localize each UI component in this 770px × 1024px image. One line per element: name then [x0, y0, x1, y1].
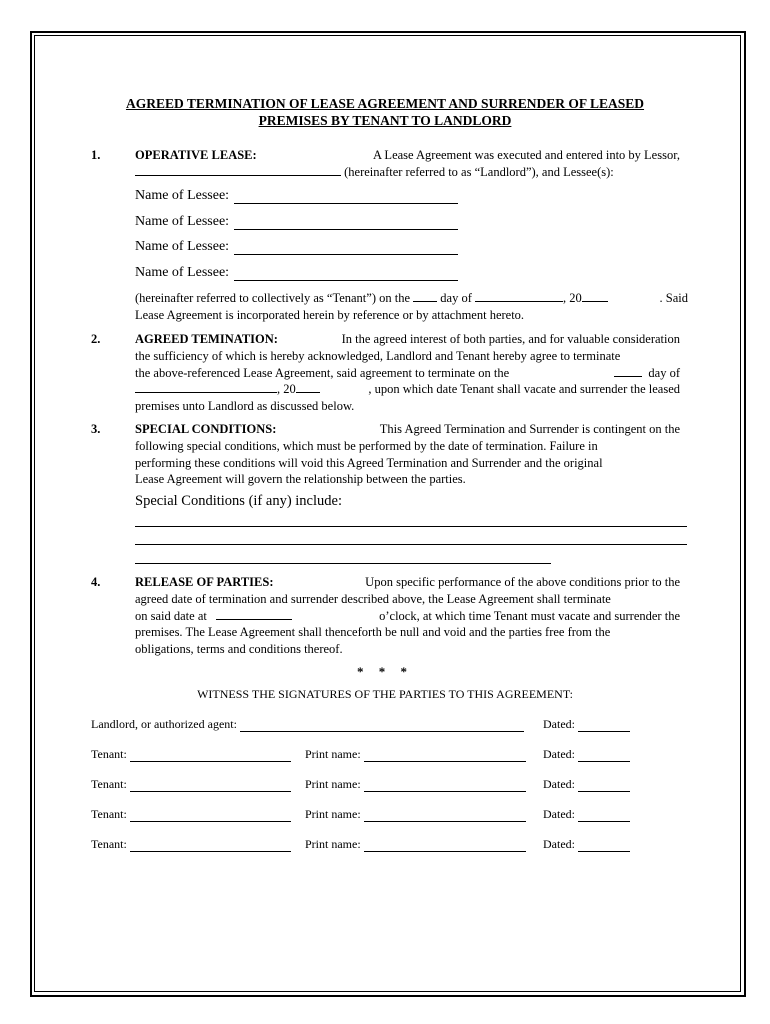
dated-label: Dated: — [543, 717, 575, 731]
section-4-text-e: obligations, terms and conditions thereof. — [135, 642, 343, 657]
tenant-label: Tenant: — [91, 837, 127, 851]
section-3-text-d: Lease Agreement will govern the relationship between the parties. — [135, 472, 466, 487]
section-1-paragraph-2 — [135, 290, 688, 324]
tenant-label: Tenant: — [91, 747, 127, 761]
witness-heading: WITNESS THE SIGNATURES OF THE PARTIES TO THIS AGREEMENT: — [197, 687, 573, 701]
print-name-label: Print name: — [305, 777, 361, 791]
print-name-field-1[interactable] — [364, 749, 526, 762]
tenant-signature-field-2[interactable] — [130, 779, 291, 792]
tenant-date-field-1[interactable] — [578, 749, 630, 762]
lessee-label: Name of Lessee: — [135, 265, 230, 280]
dated-label: Dated: — [543, 747, 575, 761]
section-1-text-d: Lease Agreement is incorporated herein by reference or by attachment hereto. — [135, 307, 525, 322]
lessee-row-2 — [135, 214, 458, 230]
print-name-row-3 — [305, 807, 526, 822]
section-1-text-c2: day of — [440, 291, 472, 305]
landlord-signature-row — [91, 717, 524, 732]
lessee-name-field-2[interactable] — [234, 215, 458, 230]
termination-day-field[interactable] — [614, 365, 642, 377]
special-conditions-label: Special Conditions (if any) include: — [135, 493, 342, 509]
lessee-label: Name of Lessee: — [135, 188, 230, 203]
tenant-signature-row-2 — [91, 777, 291, 792]
landlord-date-field[interactable] — [578, 719, 630, 732]
lease-day-field[interactable] — [413, 290, 437, 302]
print-name-field-2[interactable] — [364, 779, 526, 792]
tenant-signature-row-1 — [91, 747, 291, 762]
tenant-label: Tenant: — [91, 777, 127, 791]
section-1-text-b: (hereinafter referred to as “Landlord”), and Lessee(s): — [344, 164, 614, 179]
tenant-dated-1 — [543, 747, 630, 762]
section-2-number: 2. — [91, 332, 101, 346]
lease-year-field[interactable] — [582, 290, 608, 302]
special-conditions-line-2[interactable] — [135, 544, 687, 545]
section-1-heading: OPERATIVE LEASE: — [135, 148, 257, 162]
tenant-dated-2 — [543, 777, 630, 792]
print-name-row-4 — [305, 837, 526, 852]
section-2-text-d1: , 20 — [277, 382, 296, 397]
section-4-number: 4. — [91, 575, 101, 589]
tenant-signature-field-3[interactable] — [130, 809, 291, 822]
lessee-row-3 — [135, 239, 458, 255]
section-2-text-b: the sufficiency of which is hereby acknowledged, Landlord and Tenant hereby agree to terminate — [135, 348, 621, 363]
section-divider-stars: * * * — [357, 664, 413, 679]
tenant-signature-field-4[interactable] — [130, 839, 291, 852]
section-3-heading: SPECIAL CONDITIONS: — [135, 422, 277, 436]
termination-month-field[interactable] — [135, 381, 277, 393]
tenant-signature-row-3 — [91, 807, 291, 822]
section-1-text-c1: (hereinafter referred to collectively as “Tenant”) on the — [135, 291, 411, 305]
section-4-text-c2: o’clock, at which time Tenant must vacate and surrender the — [379, 608, 680, 623]
print-name-label: Print name: — [305, 807, 361, 821]
lessee-label: Name of Lessee: — [135, 239, 230, 254]
tenant-date-field-3[interactable] — [578, 809, 630, 822]
section-4-paragraph — [135, 574, 680, 658]
print-name-row-1 — [305, 747, 526, 762]
section-4-heading: RELEASE OF PARTIES: — [135, 575, 274, 589]
section-3-text-c: performing these conditions will void this Agreed Termination and Surrender and the original — [135, 455, 603, 470]
section-2-heading: AGREED TEMINATION: — [135, 332, 278, 346]
tenant-label: Tenant: — [91, 807, 127, 821]
section-3-paragraph — [135, 421, 680, 488]
lessee-name-field-4[interactable] — [234, 266, 458, 281]
release-time-field[interactable] — [216, 608, 292, 620]
section-3-text-a: This Agreed Termination and Surrender is contingent on the — [379, 422, 680, 436]
lessee-label: Name of Lessee: — [135, 214, 230, 229]
landlord-dated — [543, 717, 630, 732]
section-1-text-c3: , 20 — [562, 291, 582, 305]
tenant-dated-3 — [543, 807, 630, 822]
section-1-text-c4: . Said — [659, 291, 688, 305]
landlord-signature-field[interactable] — [240, 719, 524, 732]
section-2-text-c1: the above-referenced Lease Agreement, said agreement to terminate on the — [135, 365, 510, 380]
print-name-row-2 — [305, 777, 526, 792]
print-name-label: Print name: — [305, 747, 361, 761]
lessee-name-field-1[interactable] — [234, 189, 458, 204]
lease-month-field[interactable] — [475, 290, 563, 302]
section-4-text-d: premises. The Lease Agreement shall thenceforth be null and void and the parties free from the — [135, 625, 611, 640]
lessee-row-4 — [135, 265, 458, 281]
dated-label: Dated: — [543, 777, 575, 791]
termination-year-field[interactable] — [296, 381, 320, 393]
tenant-dated-4 — [543, 837, 630, 852]
section-1-number: 1. — [91, 148, 101, 162]
section-2-text-e: premises unto Landlord as discussed below. — [135, 399, 355, 414]
section-2-paragraph — [135, 331, 680, 415]
section-2-text-d2: , upon which date Tenant shall vacate and surrender the leased — [368, 382, 680, 397]
tenant-signature-field-1[interactable] — [130, 749, 291, 762]
lessee-name-field-3[interactable] — [234, 240, 458, 255]
print-name-field-4[interactable] — [364, 839, 526, 852]
special-conditions-line-1[interactable] — [135, 526, 687, 527]
lessee-row-1 — [135, 188, 458, 204]
landlord-label: Landlord, or authorized agent: — [91, 717, 237, 731]
print-name-field-3[interactable] — [364, 809, 526, 822]
section-4-text-b: agreed date of termination and surrender described above, the Lease Agreement shall terminate — [135, 591, 611, 606]
dated-label: Dated: — [543, 807, 575, 821]
lessor-name-field[interactable] — [135, 164, 341, 176]
section-1-paragraph — [135, 147, 680, 181]
tenant-signature-row-4 — [91, 837, 291, 852]
section-4-text-a: Upon specific performance of the above conditions prior to the — [365, 575, 680, 589]
dated-label: Dated: — [543, 837, 575, 851]
section-1-text-a: A Lease Agreement was executed and entered into by Lessor, — [372, 148, 680, 162]
section-3-text-b: following special conditions, which must be performed by the date of termination. Failure in — [135, 438, 598, 453]
section-3-number: 3. — [91, 422, 101, 436]
section-4-text-c1: on said date at — [135, 608, 207, 623]
tenant-date-field-2[interactable] — [578, 779, 630, 792]
document-title-line1: AGREED TERMINATION OF LEASE AGREEMENT AND SURRENDER OF LEASED — [125, 96, 645, 111]
tenant-date-field-4[interactable] — [578, 839, 630, 852]
section-2-text-a: In the agreed interest of both parties, and for valuable consideration — [341, 332, 680, 346]
document-title-line2: PREMISES BY TENANT TO LANDLORD — [258, 113, 512, 128]
print-name-label: Print name: — [305, 837, 361, 851]
section-2-text-c2: day of — [648, 365, 680, 380]
special-conditions-line-3[interactable] — [135, 563, 551, 564]
